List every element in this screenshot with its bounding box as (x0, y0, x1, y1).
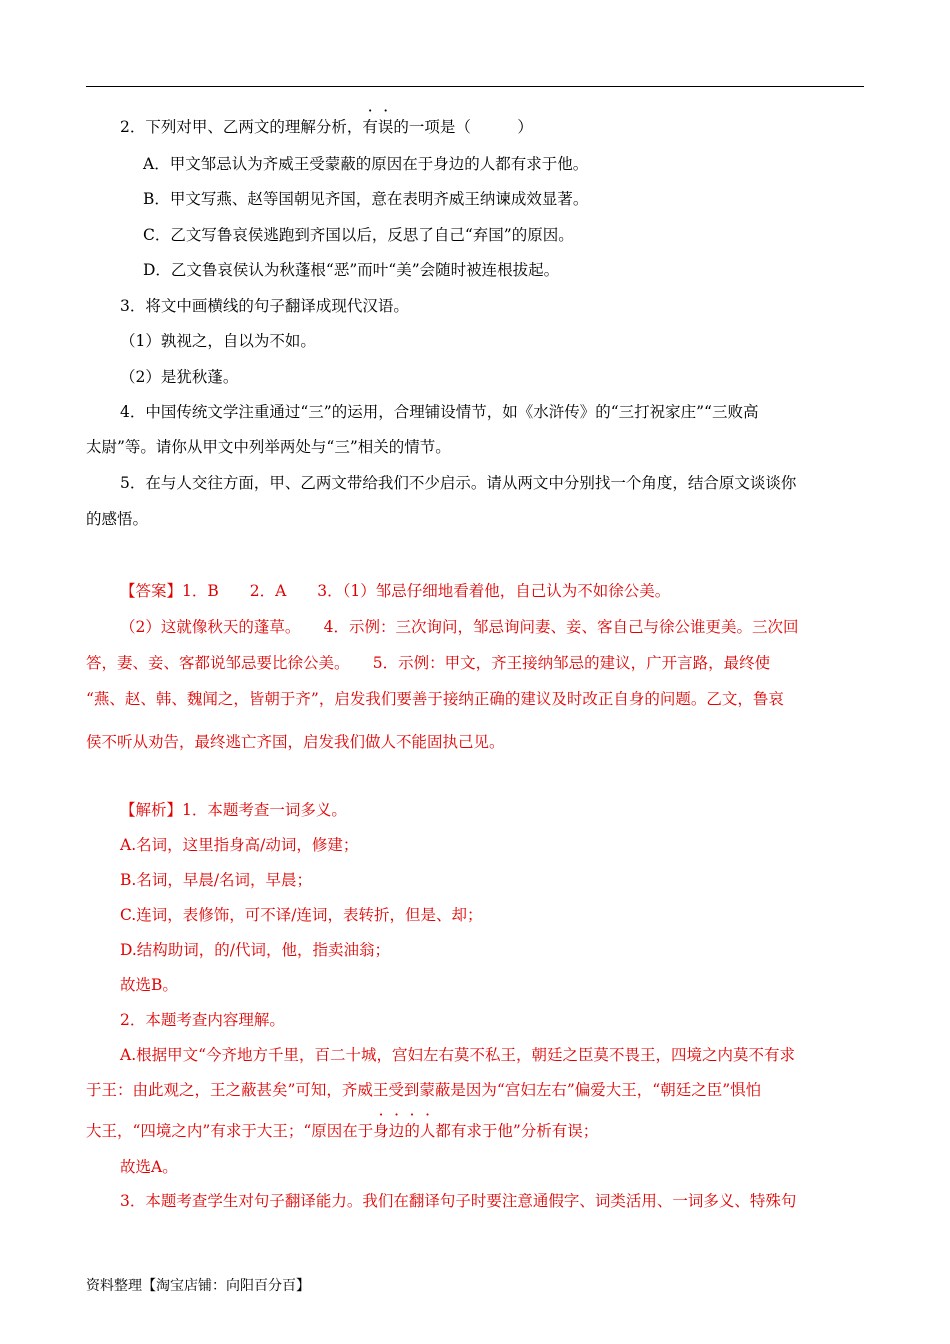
question-3-item: （2）是犹秋蓬。 (120, 368, 239, 386)
answer-line: 【答案】1．B 2．A 3．（1）邹忌仔细地看着他，自己认为不如徐公美。 (120, 582, 671, 600)
analysis-line: 故选B。 (120, 976, 178, 994)
analysis-line: B.名词，早晨/名词，早晨； (120, 871, 313, 889)
analysis-line: 故选A。 (120, 1158, 178, 1176)
emphasis-char: 误 (377, 118, 394, 136)
emphasis-char: 人 (419, 1122, 436, 1140)
emphasis-char: 有 (362, 118, 378, 136)
analysis-line: A.名词，这里指身高/动词，修建； (120, 836, 359, 854)
question-3: 3．将文中画横线的句子翻译成现代汉语。 (120, 297, 409, 315)
emphasis-char: 边 (388, 1122, 405, 1140)
analysis-line: 于王：由此观之，王之蔽甚矣”可知，齐威王受到蒙蔽是因为“宫妇左右”偏爱大王，“朝廷之臣”惧怕 (86, 1081, 762, 1099)
emphasis-char: 身 (373, 1122, 389, 1140)
analysis-line: A.根据甲文“今齐地方千里，百二十城，宫妇左右莫不私王，朝廷之臣莫不畏王，四境之内莫不有求 (120, 1046, 796, 1064)
footer-source: 资料整理【淘宝店铺：向阳百分百】 (86, 1278, 310, 1294)
emphasis-char: 的 (404, 1122, 420, 1140)
option-b: B．甲文写燕、赵等国朝见齐国，意在表明齐威王纳谏成效显著。 (143, 190, 589, 208)
question-3-item: （1）孰视之，自以为不如。 (120, 332, 316, 350)
answer-line: 答，妻、妾、客都说邹忌要比徐公美。 5．示例：甲文，齐王接纳邹忌的建议，广开言路，最终使 (86, 654, 771, 672)
answer-line: 侯不听从劝告，最终逃亡齐国，启发我们做人不能固执己见。 (86, 733, 505, 751)
answer-line: （2）这就像秋天的蓬草。 4．示例：三次询问，邹忌询问妻、妾、客自己与徐公谁更美。三次回 (120, 618, 799, 636)
option-a: A．甲文邹忌认为齐威王受蒙蔽的原因在于身边的人都有求于他。 (143, 155, 589, 173)
question-5: 5．在与人交往方面，甲、乙两文带给我们不少启示。请从两文中分别找一个角度，结合原文谈谈你 (120, 474, 797, 492)
analysis-line: 【解析】1．本题考查一词多义。 (120, 801, 347, 819)
question-4: 4．中国传统文学注重通过“三”的运用，合理铺设情节，如《水浒传》的“三打祝家庄”“三败高 (120, 403, 759, 421)
answer-line: “燕、赵、韩、魏闻之，皆朝于齐”，启发我们要善于接纳正确的建议及时改正自身的问题。乙文，鲁哀 (86, 690, 784, 708)
analysis-line: C.连词，表修饰，可不译/连词，表转折，但是、却； (120, 906, 483, 924)
question-5-cont: 的感悟。 (86, 510, 149, 528)
analysis-line: D.结构助词，的/代词，他，指卖油翁； (120, 941, 391, 959)
analysis-line: 大王，“四境之内”有求于大王；“原因在于身边的人都有求于他”分析有误； (86, 1122, 599, 1140)
question-4-cont: 太尉”等。请你从甲文中列举两处与“三”相关的情节。 (86, 438, 451, 456)
analysis-line: 3．本题考查学生对句子翻译能力。我们在翻译句子时要注意通假字、词类活用、一词多义、特殊句 (120, 1192, 797, 1210)
header-rule (86, 86, 864, 87)
question-2: 2．下列对甲、乙两文的理解分析，有误的一项是（ ） (120, 118, 533, 136)
option-c: C．乙文写鲁哀侯逃跑到齐国以后，反思了自己“弃国”的原因。 (143, 226, 574, 244)
option-d: D．乙文鲁哀侯认为秋蓬根“恶”而叶“美”会随时被连根拔起。 (143, 261, 560, 279)
analysis-line: 2．本题考查内容理解。 (120, 1011, 285, 1029)
